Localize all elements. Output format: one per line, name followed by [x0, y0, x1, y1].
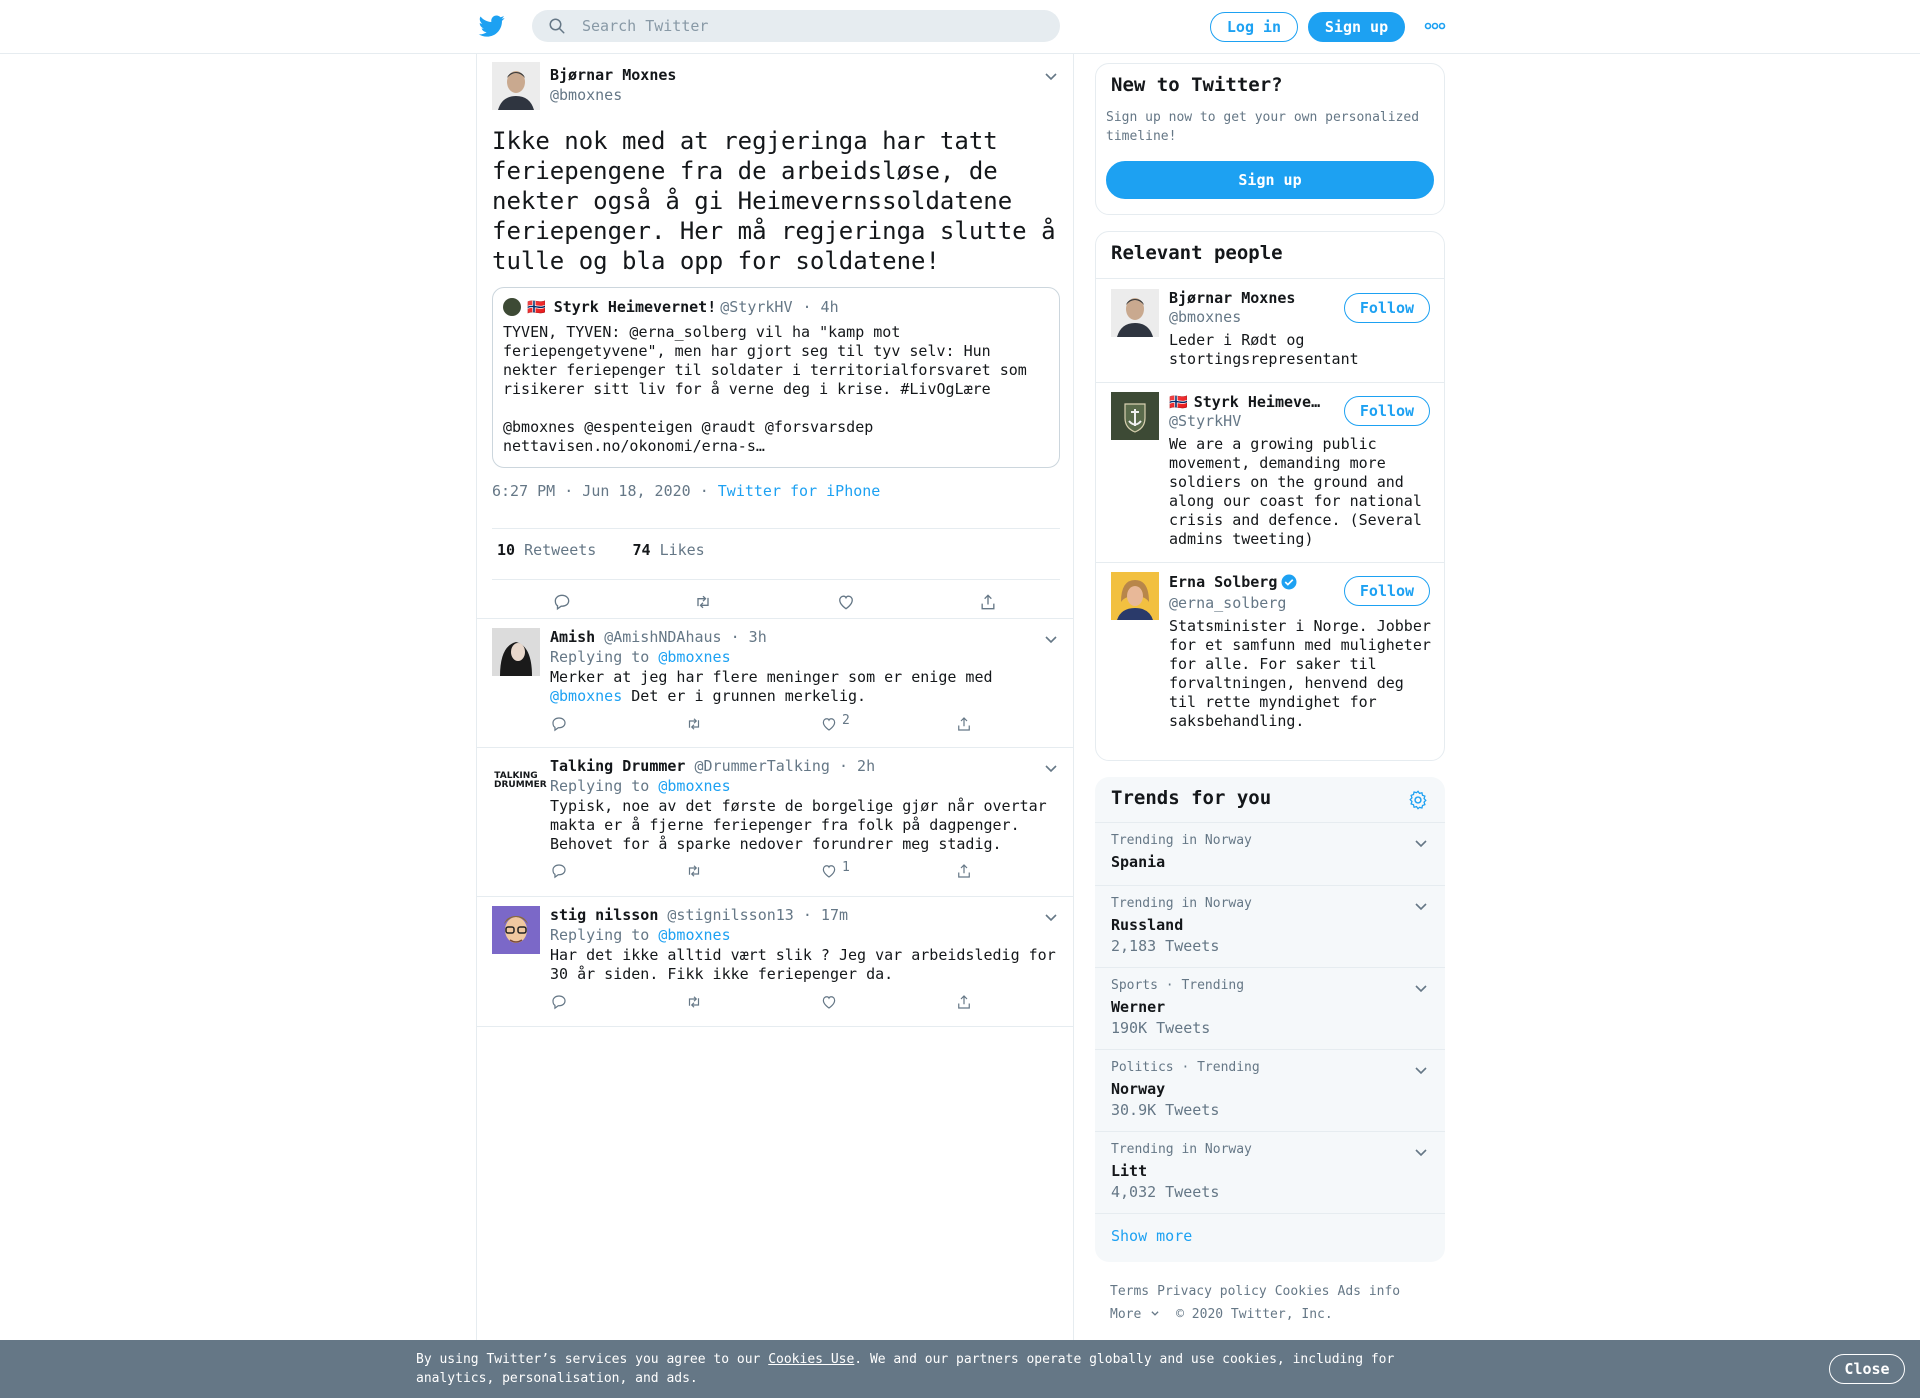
more-label: More — [1110, 1307, 1142, 1322]
reply-text: Typisk, noe av det første de borgelige gjør når overtar makta er å fjerne feriepenger fra folk på dagpenger. Behovet for å sparke nedover forundrer meg stadig. — [550, 797, 1047, 853]
share-icon — [955, 862, 973, 880]
quoted-author-name: Styrk Heimevernet! — [553, 298, 717, 316]
likes-stat[interactable] — [632, 541, 704, 559]
search-icon — [548, 17, 566, 35]
replying-to-link[interactable]: @bmoxnes — [658, 777, 731, 795]
reply-icon — [550, 715, 568, 733]
reply-button[interactable] — [550, 862, 568, 880]
trend-category: Sports · Trending — [1111, 978, 1245, 993]
twitter-logo-icon[interactable] — [478, 13, 506, 39]
reply-text-part: Det er i grunnen merkelig. — [622, 687, 867, 705]
person-portrait-icon — [492, 62, 540, 110]
search-bar — [532, 10, 1060, 42]
footer-links — [1110, 1280, 1450, 1326]
person-bio: Leder i Rødt og stortingsrepresentant — [1169, 331, 1359, 368]
source-separator: · — [699, 482, 709, 500]
person-name: Erna Solberg — [1169, 573, 1278, 591]
follow-button[interactable]: Follow — [1344, 293, 1430, 323]
trend-item[interactable] — [1095, 885, 1445, 967]
trend-item[interactable] — [1095, 1049, 1445, 1131]
reply-time[interactable]: · 2h — [839, 757, 876, 775]
reply-author-name[interactable]: stig nilsson — [550, 906, 659, 924]
person-bio: Statsminister i Norge. Jobber for et samfunn med muligheter for alle. For saker til forvaltningen, henvend deg til rette myndighet for saksbehandling. — [1169, 617, 1431, 730]
trend-name: Norway — [1111, 1080, 1166, 1098]
tweet-time[interactable]: 6:27 PM · Jun 18, 2020 — [492, 482, 691, 500]
reply-button[interactable] — [550, 993, 568, 1011]
person-name-row[interactable] — [1169, 393, 1320, 411]
person-handle[interactable]: @StyrkHV — [1169, 412, 1242, 430]
relevant-people-title: Relevant people — [1111, 242, 1283, 264]
person-item[interactable] — [1096, 278, 1444, 382]
cookie-text-part: By using Twitter’s services you agree to our — [416, 1352, 769, 1367]
replying-to-label: Replying to — [550, 777, 650, 795]
reply-actions — [550, 712, 990, 741]
retweets-label: Retweets — [524, 541, 597, 559]
shield-avatar-icon — [503, 298, 521, 316]
cookie-text-part: . We and our partners operate globally and use cookies, including for analytics, personalisation, and ads. — [416, 1352, 1395, 1386]
reply-tweet[interactable] — [477, 748, 1073, 897]
login-button[interactable]: Log in — [1210, 12, 1298, 42]
likes-count: 74 — [632, 541, 651, 559]
chevron-down-icon[interactable] — [1413, 1062, 1429, 1078]
trend-name: Litt — [1111, 1162, 1148, 1180]
quoted-time: · 4h — [802, 298, 839, 316]
like-count: 1 — [842, 859, 850, 875]
replying-to — [550, 926, 731, 944]
verified-badge-icon — [1280, 573, 1298, 591]
reply-tweet[interactable] — [477, 897, 1073, 1027]
reply-header — [550, 906, 848, 924]
new-to-twitter-title: New to Twitter? — [1111, 74, 1283, 96]
reply-header — [550, 757, 875, 775]
reply-icon — [550, 862, 568, 880]
signup-button[interactable]: Sign up — [1308, 12, 1405, 42]
reply-author-handle[interactable]: @AmishNDAhaus — [604, 628, 722, 646]
quoted-tweet-header — [503, 298, 839, 316]
gear-icon[interactable] — [1407, 789, 1429, 811]
chevron-down-icon — [1150, 1308, 1160, 1318]
retweet-button[interactable] — [693, 592, 713, 612]
reply-button[interactable] — [552, 592, 572, 612]
trends-title: Trends for you — [1111, 787, 1272, 809]
trend-name: Werner — [1111, 998, 1166, 1016]
quoted-tweet[interactable] — [492, 287, 1060, 468]
tweet-source-link[interactable]: Twitter for iPhone — [717, 482, 881, 500]
person-name[interactable]: Bjørnar Moxnes — [1169, 289, 1296, 307]
new-to-twitter-card — [1095, 63, 1445, 215]
like-button[interactable] — [820, 859, 850, 880]
copyright: © 2020 Twitter, Inc. — [1176, 1307, 1333, 1322]
terms-link[interactable]: Terms — [1110, 1284, 1150, 1299]
more-options-icon[interactable] — [1424, 16, 1446, 36]
new-to-twitter-text: Sign up now to get your own personalized timeline! — [1106, 110, 1420, 144]
person-bio: We are a growing public movement, demanding more soldiers on the ground and along our coast for national crisis and defence. (Several admins tweeting) — [1169, 435, 1422, 548]
sidebar-signup-button[interactable]: Sign up — [1106, 161, 1434, 199]
chevron-down-icon[interactable] — [1413, 835, 1429, 851]
like-button[interactable] — [820, 712, 850, 733]
share-button[interactable] — [978, 592, 998, 612]
anchor-shield-icon — [1111, 392, 1159, 440]
share-button[interactable] — [955, 715, 973, 733]
replying-to — [550, 648, 731, 666]
retweet-icon — [685, 715, 703, 733]
trends-card — [1095, 777, 1445, 1262]
tweet-author-name[interactable]: Bjørnar Moxnes — [550, 66, 677, 84]
avatar[interactable] — [1111, 392, 1159, 440]
relevant-people-card — [1095, 231, 1445, 761]
show-more-link[interactable]: Show more — [1111, 1227, 1193, 1245]
share-button[interactable] — [955, 862, 973, 880]
tweet-stats — [492, 528, 1060, 580]
trend-name: Spania — [1111, 853, 1166, 871]
ads-info-link[interactable]: Ads info — [1337, 1284, 1401, 1299]
avatar[interactable] — [1111, 289, 1159, 337]
person-name-row[interactable] — [1169, 573, 1298, 591]
privacy-link[interactable]: Privacy policy — [1157, 1284, 1267, 1299]
tweet-text: Ikke nok med at regjeringa har tatt feriepengene fra de arbeidsløse, de nekter også å gi Heimevernssoldatene feriepenger. Her må regjeringa slutte å tulle og bla opp for soldatene! — [492, 127, 1056, 275]
heart-icon — [820, 993, 838, 1011]
replying-to-link[interactable]: @bmoxnes — [658, 926, 731, 944]
tweet-timestamp — [492, 482, 880, 500]
quoted-author-handle: @StyrkHV — [720, 298, 793, 316]
top-navigation-bar — [0, 0, 1920, 54]
avatar[interactable] — [492, 757, 547, 805]
likes-label: Likes — [659, 541, 705, 559]
chevron-down-icon[interactable] — [1043, 631, 1059, 647]
reply-tweet[interactable] — [477, 618, 1073, 748]
reply-text: Har det ikke alltid vært slik ? Jeg var arbeidsledig for 30 år siden. Fikk ikke feriepenger da. — [550, 946, 1056, 983]
heart-icon — [836, 592, 856, 612]
bitmoji-avatar-icon — [492, 906, 540, 954]
person-handle[interactable]: @erna_solberg — [1169, 594, 1287, 612]
retweet-button[interactable] — [685, 862, 703, 880]
trend-item[interactable] — [1095, 822, 1445, 885]
reply-author-handle[interactable]: @stignilsson13 — [667, 906, 794, 924]
reply-author-handle[interactable]: @DrummerTalking — [694, 757, 830, 775]
like-button[interactable] — [820, 993, 838, 1011]
more-link[interactable] — [1110, 1307, 1160, 1322]
trend-count: 4,032 Tweets — [1111, 1183, 1220, 1201]
like-count: 2 — [842, 712, 850, 728]
reply-text-part: Merker at jeg har flere meninger som er enige med — [550, 668, 993, 686]
reply-time[interactable]: · 3h — [730, 628, 767, 646]
trend-item[interactable] — [1095, 967, 1445, 1049]
follow-button[interactable]: Follow — [1344, 576, 1430, 606]
cookie-consent-bar — [0, 1340, 1920, 1398]
trend-name: Russland — [1111, 916, 1184, 934]
search-input[interactable] — [582, 17, 1042, 35]
share-button[interactable] — [955, 993, 973, 1011]
flag-icon: 🇳🇴 — [1169, 393, 1188, 411]
share-icon — [955, 993, 973, 1011]
replying-to-link[interactable]: @bmoxnes — [658, 648, 731, 666]
reply-header — [550, 628, 767, 646]
reply-actions — [550, 993, 990, 1019]
retweet-icon — [693, 592, 713, 612]
reply-time[interactable]: · 17m — [802, 906, 849, 924]
avatar[interactable] — [492, 628, 540, 676]
tweet-actions — [477, 592, 1073, 618]
reply-icon — [550, 993, 568, 1011]
chevron-down-icon[interactable] — [1043, 760, 1059, 776]
reply-text — [550, 668, 1060, 706]
avatar[interactable] — [492, 62, 540, 110]
avatar[interactable] — [492, 906, 540, 954]
reply-author-name[interactable]: Amish — [550, 628, 596, 646]
chevron-down-icon[interactable] — [1043, 68, 1059, 84]
retweet-button[interactable] — [685, 715, 703, 733]
retweets-stat[interactable] — [497, 541, 596, 559]
chevron-down-icon[interactable] — [1413, 898, 1429, 914]
heart-icon — [820, 715, 838, 733]
avatar-text: TALKING DRUMMER — [494, 771, 547, 790]
mention-link[interactable]: @bmoxnes — [550, 687, 623, 705]
trend-category: Trending in Norway — [1111, 833, 1252, 848]
replying-to-label: Replying to — [550, 648, 650, 666]
trend-category: Politics · Trending — [1111, 1060, 1260, 1075]
trend-count: 30.9K Tweets — [1111, 1101, 1220, 1119]
person-portrait-icon — [492, 628, 540, 676]
replying-to — [550, 777, 731, 795]
main-column — [476, 54, 1074, 1344]
person-item[interactable] — [1096, 382, 1444, 562]
reply-icon — [552, 592, 572, 612]
cookie-close-button[interactable]: Close — [1829, 1354, 1905, 1384]
share-icon — [955, 715, 973, 733]
chevron-down-icon[interactable] — [1413, 980, 1429, 996]
reply-actions — [550, 859, 990, 888]
quoted-tweet-text: TYVEN, TYVEN: @erna_solberg vil ha "kamp mot feriepengetyvene", men har gjort seg til tyv selv: Hun nekter feriepenger til soldater i territorialforsvaret som risikerer sitt liv for å verne deg i krise. #LivOgLære @bmoxnes @espenteigen @raudt @forsvarsdep nettavisen.no/okonomi/erna-s… — [503, 323, 1027, 455]
chevron-down-icon[interactable] — [1043, 909, 1059, 925]
flag-icon: 🇳🇴 — [527, 298, 546, 316]
trend-count: 190K Tweets — [1111, 1019, 1211, 1037]
retweet-icon — [685, 862, 703, 880]
cookies-use-link[interactable]: Cookies Use — [768, 1352, 855, 1367]
person-portrait-icon — [1111, 289, 1159, 337]
trend-category: Trending in Norway — [1111, 896, 1252, 911]
reply-button[interactable] — [550, 715, 568, 733]
follow-button[interactable]: Follow — [1344, 396, 1430, 426]
retweet-button[interactable] — [685, 993, 703, 1011]
like-button[interactable] — [836, 592, 856, 612]
person-handle[interactable]: @bmoxnes — [1169, 308, 1242, 326]
reply-author-name[interactable]: Talking Drummer — [550, 757, 686, 775]
cookie-text — [416, 1350, 1416, 1388]
cookies-link[interactable]: Cookies — [1274, 1284, 1330, 1299]
trend-item[interactable] — [1095, 1131, 1445, 1213]
chevron-down-icon[interactable] — [1413, 1144, 1429, 1160]
avatar[interactable] — [1111, 572, 1159, 620]
person-name: Styrk Heimeve… — [1193, 393, 1321, 411]
trend-category: Trending in Norway — [1111, 1142, 1252, 1157]
trend-count: 2,183 Tweets — [1111, 937, 1220, 955]
person-portrait-icon — [1111, 572, 1159, 620]
replying-to-label: Replying to — [550, 926, 650, 944]
tweet-author-handle[interactable]: @bmoxnes — [550, 86, 623, 104]
share-icon — [978, 592, 998, 612]
retweet-icon — [685, 993, 703, 1011]
person-item[interactable] — [1096, 562, 1444, 760]
heart-icon — [820, 862, 838, 880]
show-more-row — [1095, 1213, 1445, 1262]
retweets-count: 10 — [497, 541, 516, 559]
